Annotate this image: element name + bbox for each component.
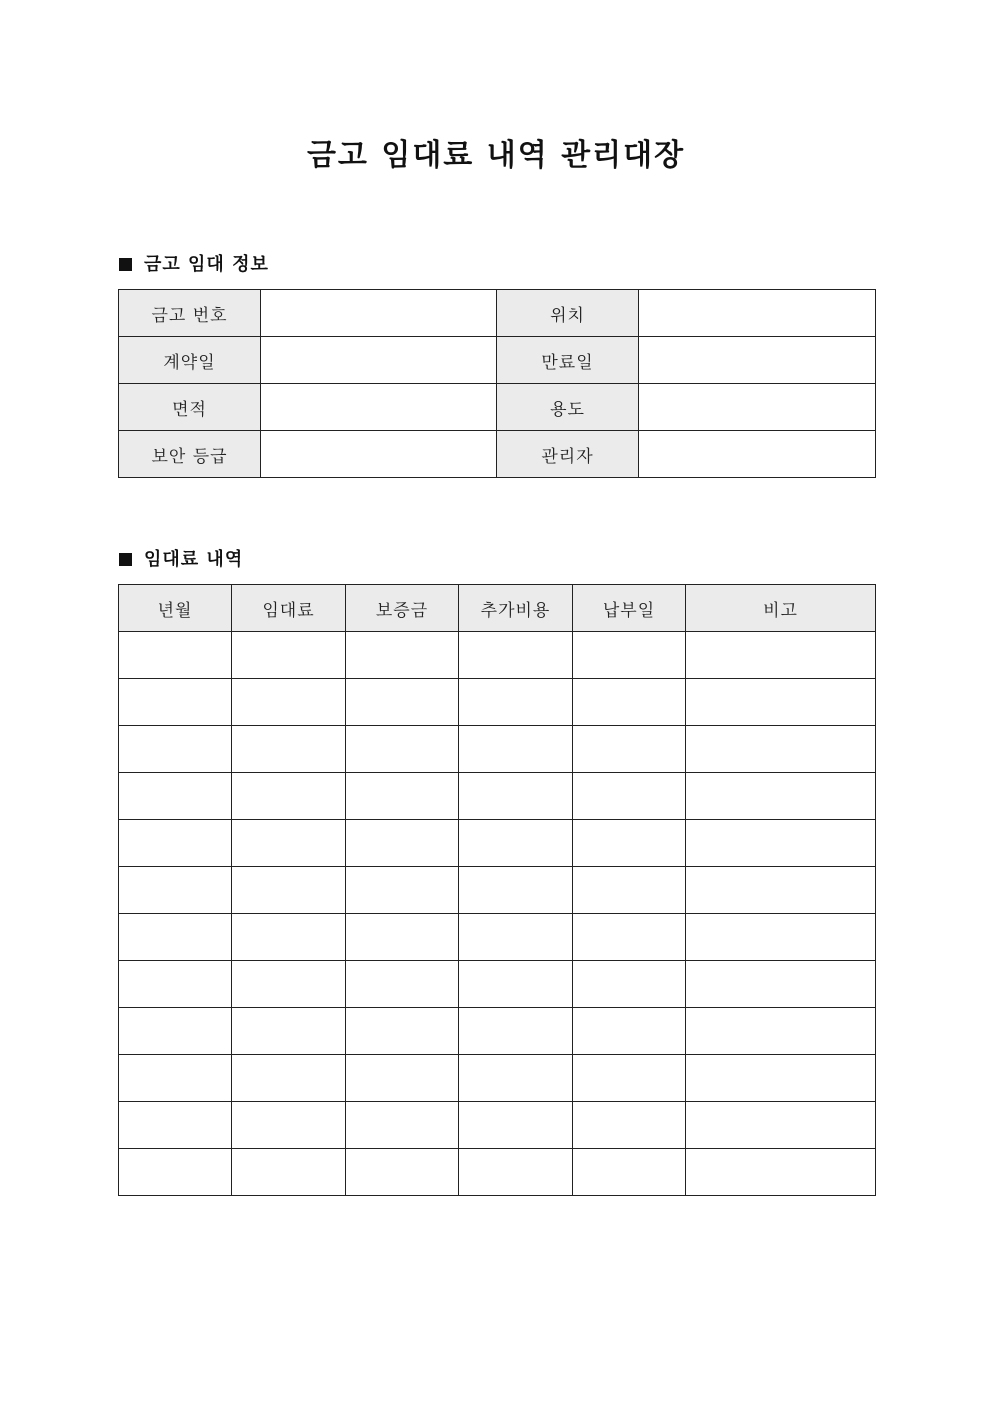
table-row [119,1149,876,1196]
table-cell[interactable] [346,1008,459,1055]
table-cell[interactable] [459,1055,573,1102]
table-cell[interactable] [119,867,232,914]
table-cell[interactable] [119,1008,232,1055]
column-header: 추가비용 [459,585,573,632]
table-cell[interactable] [346,1102,459,1149]
table-cell[interactable] [232,773,346,820]
field-value[interactable] [261,290,497,337]
table-row [119,632,876,679]
column-header: 보증금 [346,585,459,632]
section-heading-rent-history [119,548,243,572]
field-value[interactable] [639,337,876,384]
table-cell[interactable] [686,820,876,867]
table-cell[interactable] [119,773,232,820]
section-heading-rental-info [119,253,269,277]
table-row [119,914,876,961]
table-cell[interactable] [686,867,876,914]
info-row [119,290,876,337]
table-cell[interactable] [686,1008,876,1055]
table-cell[interactable] [686,1055,876,1102]
table-cell[interactable] [573,632,686,679]
table-cell[interactable] [686,632,876,679]
table-cell[interactable] [232,1055,346,1102]
table-cell[interactable] [459,820,573,867]
table-cell[interactable] [232,1102,346,1149]
document-title: 금고 임대료 내역 관리대장 [306,138,686,173]
table-cell[interactable] [232,867,346,914]
square-bullet-icon [119,553,132,566]
table-cell[interactable] [232,820,346,867]
table-cell[interactable] [459,961,573,1008]
table-cell[interactable] [119,679,232,726]
table-row [119,1102,876,1149]
info-row [119,431,876,478]
table-row [119,961,876,1008]
rental-info-table [118,289,876,478]
square-bullet-icon [119,258,132,271]
table-row [119,773,876,820]
table-cell[interactable] [346,679,459,726]
table-cell[interactable] [232,1149,346,1196]
table-cell[interactable] [686,914,876,961]
field-value[interactable] [261,384,497,431]
field-value[interactable] [639,431,876,478]
rent-history-table [118,584,876,1196]
column-header: 납부일 [573,585,686,632]
table-row [119,726,876,773]
table-cell[interactable] [573,820,686,867]
table-cell[interactable] [346,867,459,914]
table-cell[interactable] [119,632,232,679]
table-cell[interactable] [346,820,459,867]
info-row [119,384,876,431]
table-cell[interactable] [459,679,573,726]
field-label: 관리자 [497,431,639,478]
table-row [119,1008,876,1055]
table-cell[interactable] [346,1149,459,1196]
table-row [119,867,876,914]
table-cell[interactable] [119,726,232,773]
field-label: 위치 [497,290,639,337]
field-value[interactable] [639,290,876,337]
field-label: 용도 [497,384,639,431]
table-cell[interactable] [459,1102,573,1149]
table-cell[interactable] [686,726,876,773]
table-row [119,820,876,867]
column-header: 비고 [686,585,876,632]
table-cell[interactable] [232,679,346,726]
table-header-row [119,585,876,632]
field-value[interactable] [639,384,876,431]
table-cell[interactable] [686,1102,876,1149]
table-cell[interactable] [232,726,346,773]
table-cell[interactable] [459,1149,573,1196]
table-cell[interactable] [686,961,876,1008]
field-label: 만료일 [497,337,639,384]
table-cell[interactable] [686,773,876,820]
field-label: 금고 번호 [119,290,261,337]
column-header: 년월 [119,585,232,632]
table-cell[interactable] [232,632,346,679]
table-row [119,679,876,726]
table-cell[interactable] [573,679,686,726]
table-cell[interactable] [119,1055,232,1102]
table-cell[interactable] [346,914,459,961]
field-label: 보안 등급 [119,431,261,478]
table-cell[interactable] [119,1149,232,1196]
table-cell[interactable] [232,914,346,961]
table-cell[interactable] [459,773,573,820]
table-row [119,1055,876,1102]
table-cell[interactable] [119,820,232,867]
table-cell[interactable] [119,914,232,961]
table-cell[interactable] [232,961,346,1008]
table-cell[interactable] [459,726,573,773]
field-label: 면적 [119,384,261,431]
table-cell[interactable] [459,1008,573,1055]
table-cell[interactable] [573,914,686,961]
table-cell[interactable] [459,914,573,961]
table-cell[interactable] [346,726,459,773]
table-cell[interactable] [119,961,232,1008]
info-row [119,337,876,384]
field-label: 계약일 [119,337,261,384]
field-value[interactable] [261,337,497,384]
table-cell[interactable] [459,867,573,914]
table-cell[interactable] [119,1102,232,1149]
table-cell[interactable] [573,867,686,914]
section-heading-label: 임대료 내역 [144,549,244,570]
table-cell[interactable] [573,961,686,1008]
table-cell[interactable] [459,632,573,679]
table-cell[interactable] [232,1008,346,1055]
table-cell[interactable] [573,1055,686,1102]
section-heading-label: 금고 임대 정보 [144,254,269,275]
table-cell[interactable] [573,1102,686,1149]
table-cell[interactable] [573,726,686,773]
table-cell[interactable] [573,1008,686,1055]
table-cell[interactable] [346,1055,459,1102]
table-cell[interactable] [346,632,459,679]
table-cell[interactable] [346,961,459,1008]
table-cell[interactable] [346,773,459,820]
table-cell[interactable] [686,1149,876,1196]
table-cell[interactable] [573,773,686,820]
field-value[interactable] [261,431,497,478]
table-cell[interactable] [573,1149,686,1196]
column-header: 임대료 [232,585,346,632]
table-cell[interactable] [686,679,876,726]
